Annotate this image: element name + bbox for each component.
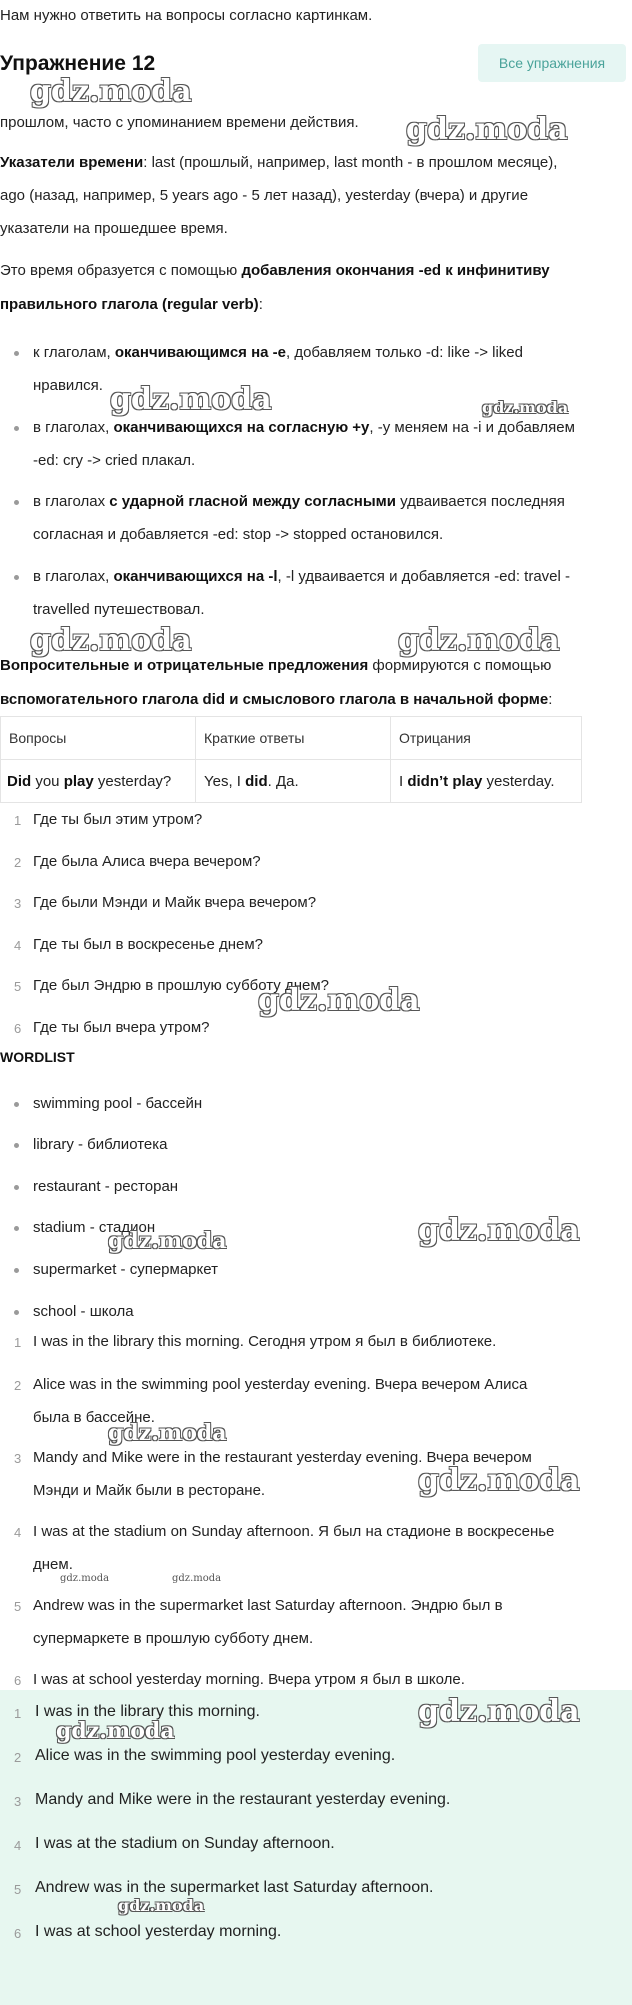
rule-post: , -l удваивается и добавляется -ed: travel - [277, 568, 571, 585]
rule-pre: в глаголах, [33, 568, 114, 585]
rule-post: удваивается последняя [395, 493, 565, 510]
rule-pre: в глаголах, [33, 419, 114, 436]
list-number: 6 [14, 1673, 22, 1688]
rule-item-line-2: travelled путешествовал. [33, 601, 205, 618]
answer-item: I was in the library this morning. [35, 1703, 260, 1720]
rule-pre: к глаголам, [33, 344, 115, 361]
list-number: 5 [14, 979, 22, 994]
list-number: 5 [14, 1599, 22, 1614]
watermark: gdz.moda [30, 74, 192, 109]
time-markers-label: Указатели времени [0, 154, 144, 171]
negation-bold: didn’t play [407, 772, 483, 790]
list-number: 4 [14, 1525, 22, 1540]
wordlist-heading: WORDLIST [0, 1049, 75, 1065]
rule-item-line-2: согласная и добавляется -ed: stop -> stopped остановился. [33, 526, 444, 543]
list-number: 1 [14, 813, 22, 828]
bullet-dot [14, 500, 19, 505]
formation-end: : [258, 296, 263, 313]
watermark: gdz.moda [258, 983, 420, 1018]
questions-rule-bold-2: вспомогательного глагола did и смыслового глагола в начальной форме [0, 691, 549, 708]
rule-pre: в глаголах [33, 493, 110, 510]
table-header-row [1, 717, 582, 760]
rule-item [33, 492, 565, 512]
list-number: 3 [14, 1451, 22, 1466]
all-exercises-button[interactable]: Все упражнения [478, 44, 626, 82]
did-word: Did [7, 772, 32, 790]
bullet-dot [14, 351, 19, 356]
watermark: gdz.moda [30, 623, 192, 658]
grammar-table [0, 716, 582, 803]
time-markers-text: : last (прошлый, например, last month - в прошлом месяце), [143, 154, 558, 171]
answer-item: I was at school yesterday morning. [35, 1923, 282, 1940]
translation-item: I was at the stadium on Sunday afternoon. Я был на стадионе в воскресенье [33, 1523, 555, 1540]
watermark: gdz.moda [418, 1213, 580, 1248]
list-number: 5 [14, 1882, 22, 1897]
formation-bold-2: правильного глагола (regular verb) [0, 296, 259, 313]
questions-rule-end: : [548, 691, 553, 708]
watermark: gdz.moda [60, 1573, 110, 1584]
list-number: 4 [14, 938, 22, 953]
questions-rule-post: формируются с помощью [368, 657, 552, 674]
wordlist-item: swimming pool - бассейн [33, 1095, 203, 1112]
wordlist-item: stadium - стадион [33, 1219, 156, 1236]
rule-bold: оканчивающихся на согласную +y [113, 419, 370, 436]
bullet-dot [14, 575, 19, 580]
wordlist-item: supermarket - супермаркет [33, 1261, 218, 1278]
list-number: 3 [14, 1794, 22, 1809]
bullet-dot [14, 1268, 19, 1273]
translation-item-line-2: Мэнди и Майк были в ресторане. [33, 1482, 266, 1499]
list-number: 3 [14, 896, 22, 911]
translation-item: I was at school yesterday morning. Вчера утром я был в школе. [33, 1671, 465, 1688]
list-number: 1 [14, 1335, 22, 1350]
rule-item-line-2: нравился. [33, 377, 103, 394]
questions-rule-bold: Вопросительные и отрицательные предложения [0, 657, 369, 674]
question-item: Где был Эндрю в прошлую субботу днем? [33, 977, 330, 994]
table-header-cell: Вопросы [1, 717, 196, 760]
formation-bold: добавления окончания -ed к инфинитиву [241, 262, 550, 279]
rule-item-line-2: -ed: cry -> cried плакал. [33, 452, 196, 469]
bullet-dot [14, 426, 19, 431]
question-item: Где были Мэнди и Майк вчера вечером? [33, 894, 317, 911]
bullet-dot [14, 1310, 19, 1315]
list-number: 6 [14, 1926, 22, 1941]
translation-item: Mandy and Mike were in the restaurant yesterday evening. Вчера вечером [33, 1449, 532, 1466]
list-number: 1 [14, 1706, 22, 1721]
time-markers-line-3: указатели на прошедшее время. [0, 220, 228, 237]
intro-text: Нам нужно ответить на вопросы согласно картинкам. [0, 7, 373, 24]
translation-item: Alice was in the swimming pool yesterday evening. Вчера вечером Алиса [33, 1376, 528, 1393]
play-word: play [63, 772, 94, 790]
table-row [1, 760, 582, 803]
answer-item: Mandy and Mike were in the restaurant yesterday evening. [35, 1791, 451, 1808]
answer-did: did [245, 772, 268, 790]
bullet-dot [14, 1185, 19, 1190]
watermark: gdz.moda [108, 1228, 227, 1254]
theory-line: прошлом, часто с упоминанием времени действия. [0, 114, 359, 131]
question-item: Где была Алиса вчера вечером? [33, 853, 261, 870]
answer-item: I was at the stadium on Sunday afternoon. [35, 1835, 335, 1852]
table-header-cell: Краткие ответы [196, 717, 391, 760]
answer-post: . Да. [267, 772, 299, 790]
translation-item-line-2: супермаркете в прошлую субботу днем. [33, 1630, 314, 1647]
answer-item: Andrew was in the supermarket last Saturday afternoon. [35, 1879, 434, 1896]
list-number: 4 [14, 1838, 22, 1853]
list-number: 2 [14, 1750, 22, 1765]
rule-post: , -y меняем на -i и добавляем [369, 419, 575, 436]
rule-item [33, 567, 570, 587]
formation-line [0, 261, 550, 281]
watermark: gdz.moda [172, 1573, 222, 1584]
table-cell-short-answer [196, 760, 391, 803]
watermark: gdz.moda [56, 1718, 175, 1744]
wordlist-item: restaurant - ресторан [33, 1178, 179, 1195]
rule-item [33, 343, 523, 363]
translation-item-line-2: была в бассейне. [33, 1409, 155, 1426]
rule-item [33, 418, 575, 438]
question-item: Где ты был вчера утром? [33, 1019, 210, 1036]
list-number: 2 [14, 855, 22, 870]
rule-bold: с ударной гласной между согласными [109, 493, 396, 510]
questions-rule-line-2 [0, 690, 552, 710]
table-header-cell: Отрицания [391, 717, 582, 760]
answer-item: Alice was in the swimming pool yesterday evening. [35, 1747, 396, 1764]
translation-item-line-2: днем. [33, 1556, 73, 1573]
table-cell-question [1, 760, 196, 803]
formation-line-2 [0, 295, 263, 315]
rule-bold: оканчивающихся на -l [113, 568, 278, 585]
bullet-dot [14, 1102, 19, 1107]
answer-pre: Yes, I [204, 772, 246, 790]
rule-post: , добавляем только -d: like -> liked [286, 344, 523, 361]
translation-item: Andrew was in the supermarket last Saturday afternoon. Эндрю был в [33, 1597, 503, 1614]
list-number: 6 [14, 1021, 22, 1036]
negation-pre: I [399, 772, 408, 790]
you-word: you [31, 772, 64, 790]
wordlist-item: library - библиотека [33, 1136, 168, 1153]
wordlist-item: school - школа [33, 1303, 134, 1320]
watermark: gdz.moda [110, 382, 272, 417]
watermark: gdz.moda [482, 398, 569, 417]
question-item: Где ты был в воскресенье днем? [33, 936, 264, 953]
negation-post: yesterday. [482, 772, 555, 790]
exercise-title: Упражнение 12 [0, 52, 156, 75]
question-rest: yesterday? [93, 772, 172, 790]
watermark: gdz.moda [118, 1896, 205, 1915]
formation-pre: Это время образуется с помощью [0, 262, 242, 279]
time-markers-line-2: ago (назад, например, 5 years ago - 5 лет назад), yesterday (вчера) и другие [0, 187, 529, 204]
table-cell-negation [391, 760, 582, 803]
watermark: gdz.moda [418, 1463, 580, 1498]
question-item: Где ты был этим утром? [33, 811, 203, 828]
watermark: gdz.moda [398, 623, 560, 658]
time-markers-line [0, 153, 557, 173]
bullet-dot [14, 1143, 19, 1148]
watermark: gdz.moda [406, 112, 568, 147]
rule-bold: оканчивающимся на -e [114, 344, 286, 361]
watermark: gdz.moda [108, 1420, 227, 1446]
watermark: gdz.moda [418, 1694, 580, 1729]
translation-item: I was in the library this morning. Сегодня утром я был в библиотеке. [33, 1333, 497, 1350]
bullet-dot [14, 1226, 19, 1231]
list-number: 2 [14, 1378, 22, 1393]
questions-rule-line [0, 656, 551, 676]
